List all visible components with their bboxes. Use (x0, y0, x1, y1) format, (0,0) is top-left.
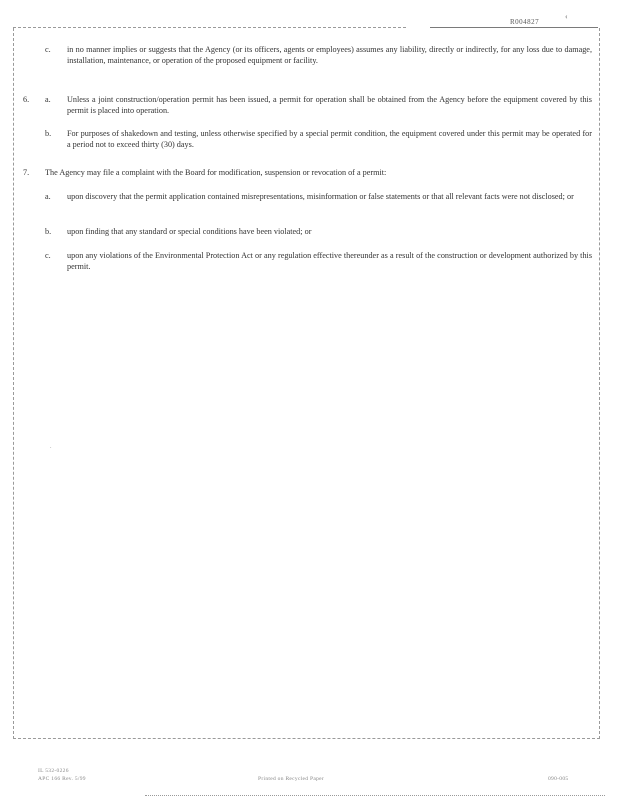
item-5c-label: c. (45, 45, 51, 54)
item-7b-text: upon finding that any standard or special conditions have been violated; or (67, 227, 312, 236)
bottom-rule (145, 795, 605, 796)
item-7c-text: upon any violations of the Environmental Protection Act or any regulation effective thereunder as a result of the construction or development authorized by this permit. (67, 251, 592, 271)
document-code: R004827 (510, 18, 540, 26)
footer-page-code: 090-005 (548, 776, 569, 782)
item-7a-label: a. (45, 192, 51, 201)
item-7a-text: upon discovery that the permit application contained misrepresentations, misinformation or false statements or that all relevant facts were not disclosed; or (67, 192, 574, 201)
item-7c-label: c. (45, 251, 51, 260)
item-7-number: 7. (23, 168, 30, 177)
corner-mark: ‹ (565, 12, 568, 21)
item-6b-label: b. (45, 129, 52, 138)
footer-recycled-note: Printed on Recycled Paper (258, 776, 324, 782)
item-6a-text: Unless a joint construction/operation permit has been issued, a permit for operation shall be obtained from the Agency before the equipment covered by this permit is placed into operation. (67, 95, 592, 115)
footer-form-number: IL 532-0226 (38, 768, 69, 774)
item-6a-label: a. (45, 95, 51, 104)
item-6-number: 6. (23, 95, 30, 104)
item-7b-label: b. (45, 227, 52, 236)
item-5c-text: in no manner implies or suggests that the Agency (or its officers, agents or employees) assumes any liability, directly or indirectly, for any loss due to damage, installation, maintenance, or operation of the proposed equipment or facility. (67, 45, 592, 65)
item-7-intro: The Agency may file a complaint with the Board for modification, suspension or revocation of a permit: (45, 168, 387, 177)
stray-mark: . (50, 444, 52, 450)
item-6b-text: For purposes of shakedown and testing, unless otherwise specified by a special permit condition, the equipment covered under this permit may be operated for a period not to exceed thirty (30) days. (67, 129, 592, 149)
footer-form-revision: APC 166 Rev. 5/99 (38, 776, 86, 782)
